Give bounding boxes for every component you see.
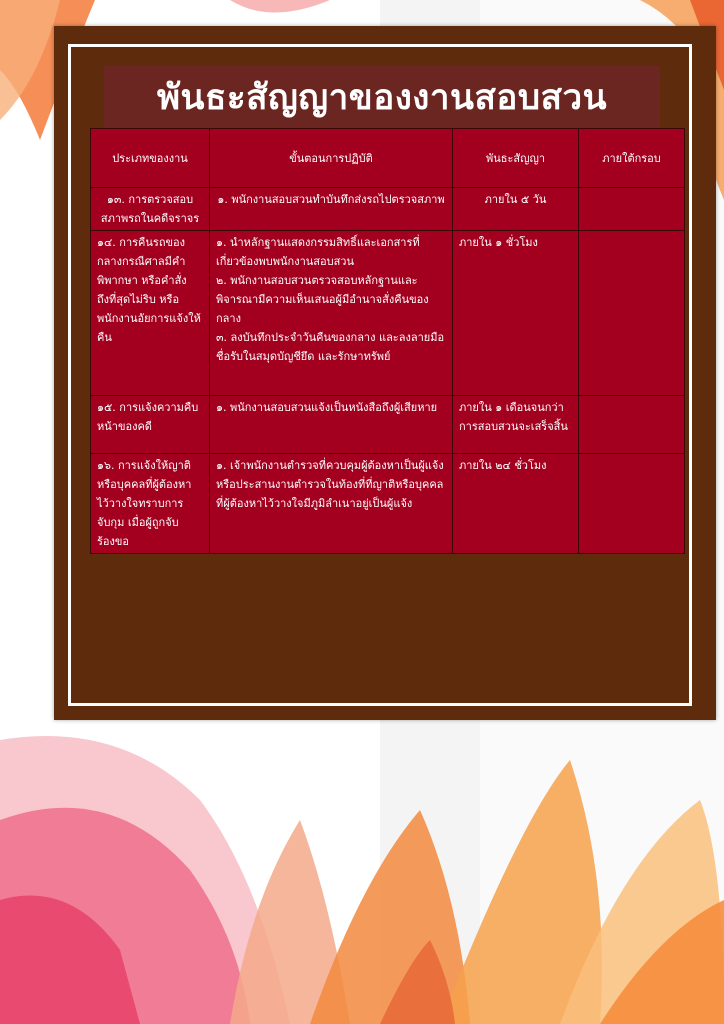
row-commitment: ภายใน ๕ วัน [453,188,579,231]
row-type: ๑๖. การแจ้งให้ญาติหรือบุคคลที่ผู้ต้องหาไว้วางใจทราบการจับกุม เมื่อผู้ถูกจับร้องขอ [91,454,210,554]
step-item: ๒. พนักงานสอบสวนตรวจสอบหลักฐานและพิจารณามีความเห็นเสนอผู้มีอำนาจสั่งคืนของกลาง [216,274,429,325]
table-row [91,231,685,396]
row-steps [210,231,453,396]
step-item: ๑. เจ้าพนักงานตำรวจที่ควบคุมผู้ต้องหาเป็นผู้แจ้ง หรือประสานงานตำรวจในท้องที่ที่ญาติหรือบุคคลที่ผู้ต้องหาไว้วางใจมีภูมิลำเนาอยู่เป็นผู้แจ้ง [216,459,444,510]
row-type: ๑๕. การแจ้งความคืบหน้าของคดี [91,396,210,454]
row-steps [210,454,453,554]
header-commitment: พันธะสัญญา [453,129,579,188]
row-frame [579,396,685,454]
row-commitment: ภายใน ๒๔ ชั่วโมง [453,454,579,554]
page-title: พันธะสัญญาของงานสอบสวน [156,77,608,118]
table-header-row [91,129,685,188]
step-item: ๑. พนักงานสอบสวนแจ้งเป็นหนังสือถึงผู้เสียหาย [216,401,438,414]
header-frame: ภายใต้กรอบ [579,129,685,188]
step-item: ๑. นำหลักฐานแสดงกรรมสิทธิ์และเอกสารที่เกี่ยวข้องพบพนักงานสอบสวน [216,236,420,268]
row-steps [210,188,453,231]
row-commitment: ภายใน ๑ ชั่วโมง [453,231,579,396]
row-frame [579,188,685,231]
row-frame [579,231,685,396]
commitment-table [90,128,685,554]
step-item: ๑. พนักงานสอบสวนทำบันทึกส่งรถไปตรวจสภาพ [217,193,445,206]
row-type: ๑๔. การคืนรถของกลางกรณีศาลมีคำพิพากษา หรือคำสั่งถึงที่สุดไม่ริบ หรือพนักงานอัยการแจ้งให้คืน [91,231,210,396]
header-steps: ขั้นตอนการปฏิบัติ [210,129,453,188]
table-row [91,454,685,554]
step-item: ๓. ลงบันทึกประจำวันคืนของกลาง และลงลายมือชื่อรับในสมุดบัญชียึด และรักษาทรัพย์ [216,331,445,363]
row-frame [579,454,685,554]
title-band [104,66,660,128]
row-commitment: ภายใน ๑ เดือนจนกว่าการสอบสวนจะเสร็จสิ้น [453,396,579,454]
header-type: ประเภทของงาน [91,129,210,188]
row-type: ๑๓. การตรวจสอบสภาพรถในคดีจราจร [91,188,210,231]
table-row [91,188,685,231]
row-steps [210,396,453,454]
table-row [91,396,685,454]
